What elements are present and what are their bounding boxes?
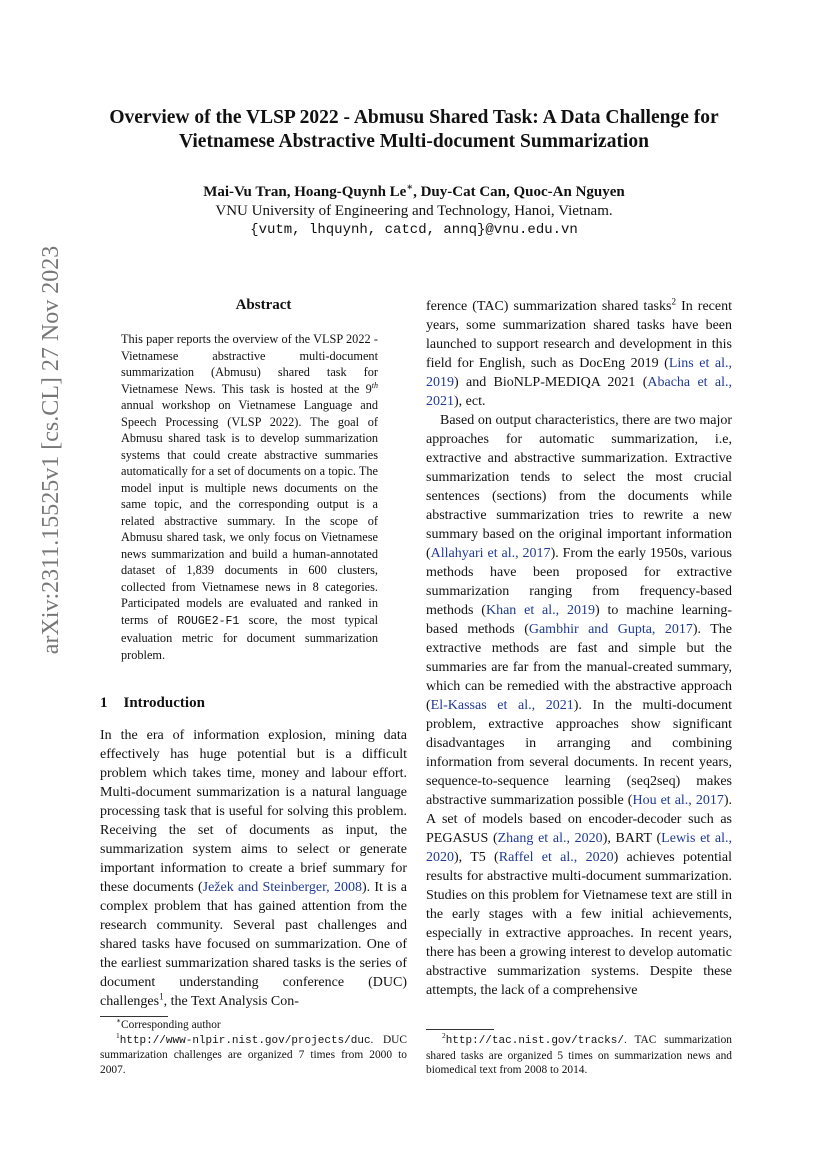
- right-p2-f: ). A set of models based on encoder-decoder such as PEGASUS (: [426, 793, 732, 846]
- citation-link[interactable]: Khan et al., 2019: [485, 603, 595, 618]
- footnote-1-url[interactable]: http://www-nlpir.nist.gov/projects/duc: [119, 1034, 371, 1047]
- footnote-star-text: Corresponding author: [121, 1019, 221, 1031]
- paper-title: [60, 106, 768, 154]
- citation-link[interactable]: El-Kassas et al., 2021: [430, 698, 574, 713]
- footnote-ref-1[interactable]: 1: [159, 991, 164, 1002]
- right-column: [426, 297, 732, 1000]
- citation-link[interactable]: Lins et al., 2019: [426, 356, 732, 390]
- abstract-text-1: This paper reports the overview of the VLSP 2022 - Vietnamese abstractive multi-document summarization (Abmusu) shared task for Vietnamese News. This task is hosted at the 9: [121, 332, 378, 396]
- section-title: Introduction: [123, 695, 205, 711]
- abstract-text-3: score, the most typical evaluation metric for document summarization problem.: [121, 612, 379, 662]
- footnotes-right: [426, 1033, 732, 1078]
- citation-link[interactable]: Abacha et al., 2021: [426, 375, 732, 409]
- right-p2-d: ). The extractive methods are fast and simple but the summaries are far from the manual-created summary, which can be remedied with the abstractive approach (: [426, 622, 732, 713]
- right-paragraph-2: [426, 411, 732, 1000]
- footnote-2-url[interactable]: http://tac.nist.gov/tracks/: [445, 1035, 624, 1047]
- footnote-2: [426, 1033, 732, 1078]
- footnote-1: [100, 1030, 407, 1078]
- title-line-2: Vietnamese Abstractive Multi-document Summarization: [179, 131, 649, 152]
- footnote-corresponding: [100, 1018, 407, 1033]
- footnote-2-text: . TAC summarization shared tasks are organized 5 times on summarization news and biomedical text from 2008 to 2014.: [426, 1034, 732, 1076]
- intro-paragraph: [100, 726, 407, 1011]
- footnote-1-text: . DUC summarization challenges are organized 7 times from 2000 to 2007.: [100, 1033, 407, 1076]
- right-paragraph-1: [426, 297, 732, 411]
- right-p2-h: ), T5 (: [454, 850, 499, 865]
- right-p2-g: ), BART (: [602, 831, 662, 846]
- affiliation: VNU University of Engineering and Technology, Hanoi, Vietnam.: [215, 203, 613, 219]
- footnote-rule-left: [100, 1016, 168, 1017]
- citation-link[interactable]: Ježek and Steinberger, 2008: [202, 880, 362, 895]
- authors-part-a: Mai-Vu Tran, Hoang-Quynh Le: [203, 184, 407, 200]
- abstract-body: [121, 331, 378, 663]
- footnotes-left: [100, 1018, 407, 1077]
- section-number: 1: [100, 695, 108, 711]
- section-heading: [100, 695, 205, 712]
- abstract-text-2: annual workshop on Vietnamese Language and Speech Processing (VLSP 2022). The goal of Abmusu shared task is to develop summarization systems that could create abstractive summaries automatically for a set of documents on a topic. The model input is multiple news documents on the same topic, and the corresponding output is a related abstractive summary. In the scope of Abmusu shared task, we only focus on Vietnamese news summarization and build a human-annotated dataset of 1,839 documents in 600 clusters, collected from Vietnamese news in 8 categories. Participated models are evaluated and ranked in terms of: [121, 398, 378, 627]
- abstract-heading: Abstract: [235, 297, 292, 313]
- footnote-1-mark: 1: [116, 1030, 120, 1040]
- right-p1-d: ), ect.: [454, 394, 486, 409]
- author-emails: {vutm, lhquynh, catcd, annq}@vnu.edu.vn: [250, 222, 578, 238]
- right-p1-b: In recent years, some summarization shared tasks have been launched to support research and development in this field for English, such as DocEng 2019 (: [426, 299, 732, 371]
- corresponding-mark: ∗: [406, 182, 414, 193]
- authors-part-b: , Duy-Cat Can, Quoc-An Nguyen: [413, 184, 625, 200]
- citation-link[interactable]: Hou et al., 2017: [632, 793, 724, 808]
- right-p2-i: ) achieves potential results for abstractive multi-document summarization. Studies on this problem for Vietnamese text are still in the early stages with a few initial achievements, especially in extractive approaches. In recent years, there has been a growing interest to develop automatic abstractive summarization systems. Despite these attempts, the lack of a comprehensive: [426, 850, 733, 998]
- footnote-2-mark: 2: [442, 1031, 446, 1041]
- citation-link[interactable]: Gambhir and Gupta, 2017: [528, 622, 693, 637]
- footnote-rule-right: [426, 1029, 494, 1030]
- footnote-star-mark: ∗: [116, 1016, 122, 1026]
- right-p2-e: ). In the multi-document problem, extractive approaches show significant disadvantages in arranging and combining information from several documents. In recent years, sequence-to-sequence learning (seq2seq) makes abstractive summarization possible (: [426, 698, 732, 808]
- right-p1-c: ) and BioNLP-MEDIQA 2021 (: [454, 375, 648, 390]
- intro-text-3: , the Text Analysis Con-: [163, 994, 299, 1009]
- arxiv-stamp: arXiv:2311.15525v1 [cs.CL] 27 Nov 2023: [38, 245, 64, 655]
- right-p1-a: ference (TAC) summarization shared tasks: [426, 299, 672, 314]
- title-line-1: Overview of the VLSP 2022 - Abmusu Shared Task: A Data Challenge for: [109, 107, 719, 128]
- footnote-ref-2[interactable]: 2: [671, 296, 676, 307]
- citation-link[interactable]: Lewis et al., 2020: [426, 831, 732, 865]
- right-p2-b: ). From the early 1950s, various methods have been proposed for extractive summarization ranging from frequency-based methods (: [426, 546, 732, 618]
- abstract-metric: ROUGE2-F1: [177, 614, 240, 628]
- author-names: [60, 183, 768, 202]
- intro-text-2: ). It is a complex problem that has gained attention from the research community. Several past challenges and shared tasks have focused on summarization. One of the earliest summarization shared tasks is the series of document understanding conference (DUC) challenges: [100, 880, 407, 1009]
- right-p2-c: ) to machine learning-based methods (: [426, 603, 733, 637]
- right-p2-a: Based on output characteristics, there are two major approaches for automatic summarization, i.e, extractive and abstractive summarization. Extractive summarization tends to select the most crucial sentences (sections) from the documents while abstractive summarization tries to rewrite a new summary based on the original important information (: [426, 413, 732, 561]
- citation-link[interactable]: Raffel et al., 2020: [498, 850, 614, 865]
- intro-text-1: In the era of information explosion, mining data effectively has huge potential but is a difficult problem which takes time, money and labour effort. Multi-document summarization is a natural language processing task that is useful for solving this problem. Receiving the set of documents as input, the summarization system aims to select or generate important information to create a brief summary for these documents (: [100, 728, 407, 895]
- citation-link[interactable]: Zhang et al., 2020: [497, 831, 603, 846]
- citation-link[interactable]: Allahyari et al., 2017: [430, 546, 551, 561]
- author-block: [60, 183, 768, 240]
- abstract-superscript: th: [371, 380, 378, 390]
